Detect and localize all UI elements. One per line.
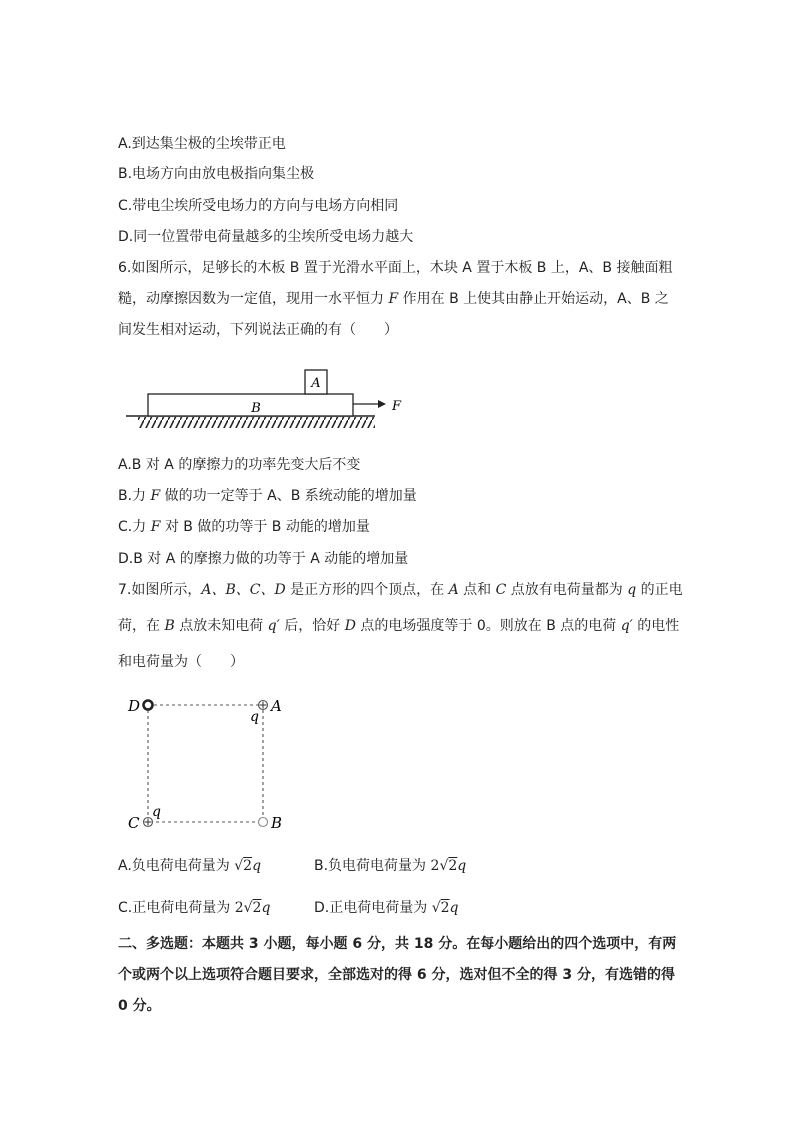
- q7-text: 是正方形的四个顶点，在: [285, 582, 449, 598]
- q5-option-b: B.电场方向由放电极指向集尘极: [118, 166, 315, 182]
- charge-symbol: q: [449, 900, 459, 916]
- q7-option-b-text: B.负电荷电荷量为: [314, 858, 431, 874]
- q6-stem-line2: [118, 289, 669, 309]
- q7-point-b: B: [164, 618, 175, 634]
- q7-charge-q: q: [627, 582, 637, 598]
- q7-charge-q-prime: q′: [620, 618, 633, 634]
- q6-option-c-text: C.力: [118, 519, 151, 535]
- section2-line2: 个或两个以上选项符合题目要求，全部选对的得 6 分，选对但不全的得 3 分，有选错的得: [118, 967, 675, 983]
- q6-option-c-force: F: [150, 519, 161, 535]
- q5-option-c: C.带电尘埃所受电场力的方向与电场方向相同: [118, 198, 399, 214]
- label-d: D: [128, 697, 141, 715]
- q6-option-a: A.B 对 A 的摩擦力的功率先变大后不变: [118, 457, 361, 473]
- q7-text: 的正电: [636, 582, 683, 598]
- ground-hatch: [138, 417, 375, 428]
- q6-stem-line3: 间发生相对运动，下列说法正确的有（ ）: [118, 322, 398, 338]
- q7-text: 点放未知电荷: [174, 618, 268, 634]
- q7-charge-q-prime: q′: [267, 618, 280, 634]
- q7-text: 点和: [458, 582, 496, 598]
- label-qa: q: [250, 709, 259, 725]
- label-c: C: [128, 814, 140, 832]
- q6-stem-text: 糙，动摩擦因数为一定值，现用一水平恒力: [118, 291, 389, 307]
- force-label: F: [392, 399, 402, 414]
- q6-stem-line1: 6.如图所示，足够长的木板 B 置于光滑水平面上，木块 A 置于木板 B 上，A、B 接触面粗: [118, 260, 673, 276]
- q6-option-b-text: B.力: [118, 488, 151, 504]
- square-outline: [148, 705, 263, 822]
- q7-option-b: [314, 856, 466, 876]
- block-a-label: A: [311, 376, 321, 391]
- q7-option-d-text: D.正电荷电荷量为: [314, 900, 432, 916]
- q7-text: 点的电场强度等于 0。则放在 B 点的电荷: [355, 618, 621, 634]
- q7-figure: [120, 690, 290, 840]
- point-b-marker: [259, 818, 268, 827]
- q7-points: A、B、C、D: [201, 582, 286, 598]
- charge-symbol: q: [261, 900, 271, 916]
- q7-text: 点放有电荷量都为: [506, 582, 628, 598]
- q6-option-b-force: F: [150, 488, 161, 504]
- label-b: B: [271, 814, 283, 832]
- board-b-label: B: [251, 401, 261, 416]
- label-qc: q: [152, 804, 161, 820]
- section2-line1: 二、多选题：本题共 3 小题，每小题 6 分，共 18 分。在每小题给出的四个选项中，有两: [118, 936, 677, 952]
- coef: 2: [234, 900, 244, 916]
- q7-stem-line3: 和电荷量为（ ）: [118, 654, 244, 670]
- q6-option-b-text: 做的功一定等于 A、B 系统动能的增加量: [160, 488, 417, 504]
- q7-option-c-value: 2√2q: [234, 900, 271, 916]
- section2-line3: 0 分。: [118, 998, 161, 1014]
- radicand: 2: [440, 900, 450, 916]
- q7-option-a-value: √2q: [234, 858, 262, 874]
- radicand: 2: [243, 858, 253, 874]
- q7-point-c: C: [495, 582, 507, 598]
- q7-option-b-value: 2√2q: [430, 858, 467, 874]
- q6-option-b: [118, 486, 417, 506]
- q7-text: 后，恰好: [279, 618, 345, 634]
- q6-option-c: [118, 517, 370, 537]
- q7-option-c: [118, 898, 270, 918]
- q7-point-d: D: [344, 618, 356, 634]
- charge-symbol: q: [252, 858, 262, 874]
- q5-option-a: A.到达集尘极的尘埃带正电: [118, 136, 286, 152]
- q6-stem-text: 作用在 B 上使其由静止开始运动，A、B 之: [398, 291, 669, 307]
- q7-point-a: A: [448, 582, 459, 598]
- q7-option-d-value: √2q: [431, 900, 459, 916]
- point-d-marker: [144, 701, 153, 710]
- coef: 2: [430, 858, 440, 874]
- q6-force-symbol: F: [388, 291, 399, 307]
- q7-option-d: [314, 898, 459, 918]
- q6-option-c-text: 对 B 做的功等于 B 动能的增加量: [160, 519, 370, 535]
- q7-text: 的电性: [632, 618, 680, 634]
- q7-text: 荷，在: [118, 618, 165, 634]
- q6-figure: [120, 360, 410, 440]
- label-a: A: [271, 697, 282, 715]
- charge-symbol: q: [457, 858, 467, 874]
- force-arrowhead: [378, 400, 386, 408]
- q7-stem-line2: [118, 616, 679, 636]
- q6-option-d: D.B 对 A 的摩擦力做的功等于 A 动能的增加量: [118, 551, 409, 567]
- q5-option-d: D.同一位置带电荷量越多的尘埃所受电场力越大: [118, 229, 414, 245]
- q7-option-a-text: A.负电荷电荷量为: [118, 858, 235, 874]
- q7-option-c-text: C.正电荷电荷量为: [118, 900, 235, 916]
- q7-stem-line1: [118, 580, 683, 600]
- q7-option-a: [118, 856, 261, 876]
- radicand: 2: [448, 858, 458, 874]
- radicand: 2: [252, 900, 262, 916]
- q7-text: 7.如图所示，: [118, 582, 202, 598]
